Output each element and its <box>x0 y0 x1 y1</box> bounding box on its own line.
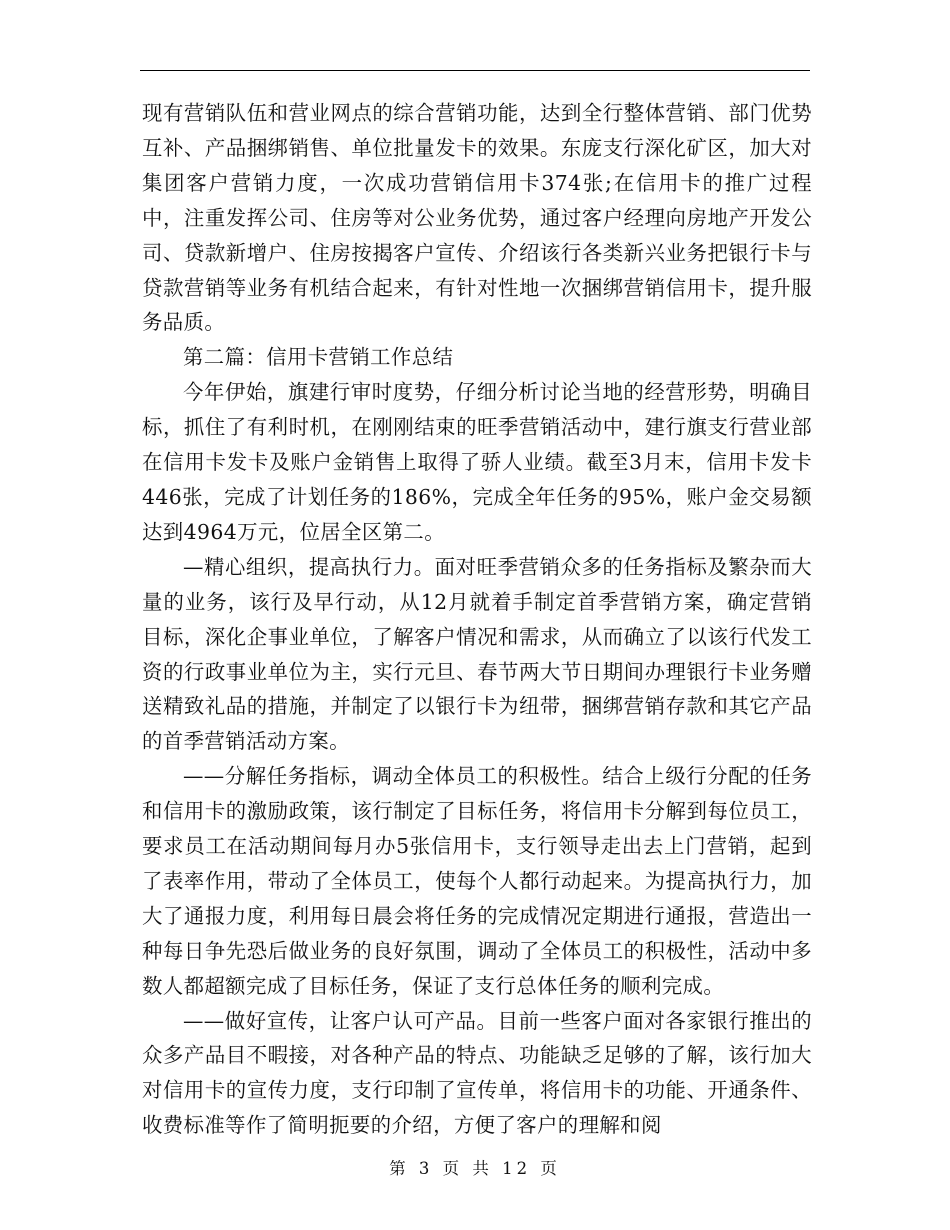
paragraph-intro: 今年伊始，旗建行审时度势，仔细分析讨论当地的经营形势，明确目标，抓住了有利时机，在刚刚结束的旺季营销活动中，建行旗支行营业部在信用卡发卡及账户金销售上取得了骄人业绩。截至3月末，信用卡发卡446张，完成了计划任务的186%，完成全年任务的95%，账户金交易额达到4964万元，位居全区第二。 <box>142 380 812 544</box>
page-number-footer: 第 3 页 共 12 页 <box>389 1159 561 1178</box>
paragraph-task-breakdown: ——分解任务指标，调动全体员工的积极性。结合上级行分配的任务和信用卡的激励政策，该行制定了目标任务，将信用卡分解到每位员工，要求员工在活动期间每月办5张信用卡，支行领导走出去上门营销，起到了表率作用，带动了全体员工，使每个人都行动起来。为提高执行力，加大了通报力度，利用每日晨会将任务的完成情况定期进行通报，营造出一种每日争先恐后做业务的良好氛围，调动了全体员工的积极性，活动中多数人都超额完成了目标任务，保证了支行总体任务的顺利完成。 <box>142 764 812 998</box>
header-rule <box>140 70 810 71</box>
paragraph-continuation: 现有营销队伍和营业网点的综合营销功能，达到全行整体营销、部门优势互补、产品捆绑销售、单位批量发卡的效果。东庞支行深化矿区，加大对集团客户营销力度，一次成功营销信用卡374张;在信用卡的推广过程中，注重发挥公司、住房等对公业务优势，通过客户经理向房地产开发公司、贷款新增户、住房按揭客户宣传、介绍该行各类新兴业务把银行卡与贷款营销等业务有机结合起来，有针对性地一次捆绑营销信用卡，提升服务品质。 <box>142 101 812 335</box>
document-body <box>142 96 812 1143</box>
paragraph-organize: —精心组织，提高执行力。面对旺季营销众多的任务指标及繁杂而大量的业务，该行及早行动，从12月就着手制定首季营销方案，确定营销目标，深化企事业单位，了解客户情况和需求，从而确立了以该行代发工资的行政事业单位为主，实行元旦、春节两大节日期间办理银行卡业务赠送精致礼品的措施，并制定了以银行卡为纽带，捆绑营销存款和其它产品的首季营销活动方案。 <box>142 554 812 754</box>
paragraph-publicity: ——做好宣传，让客户认可产品。目前一些客户面对各家银行推出的众多产品目不暇接，对各种产品的特点、功能缺乏足够的了解，该行加大对信用卡的宣传力度，支行印制了宣传单，将信用卡的功能、开通条件、收费标准等作了简明扼要的介绍，方便了客户的理解和阅 <box>142 1008 812 1138</box>
section-heading: 第二篇：信用卡营销工作总结 <box>183 345 454 370</box>
